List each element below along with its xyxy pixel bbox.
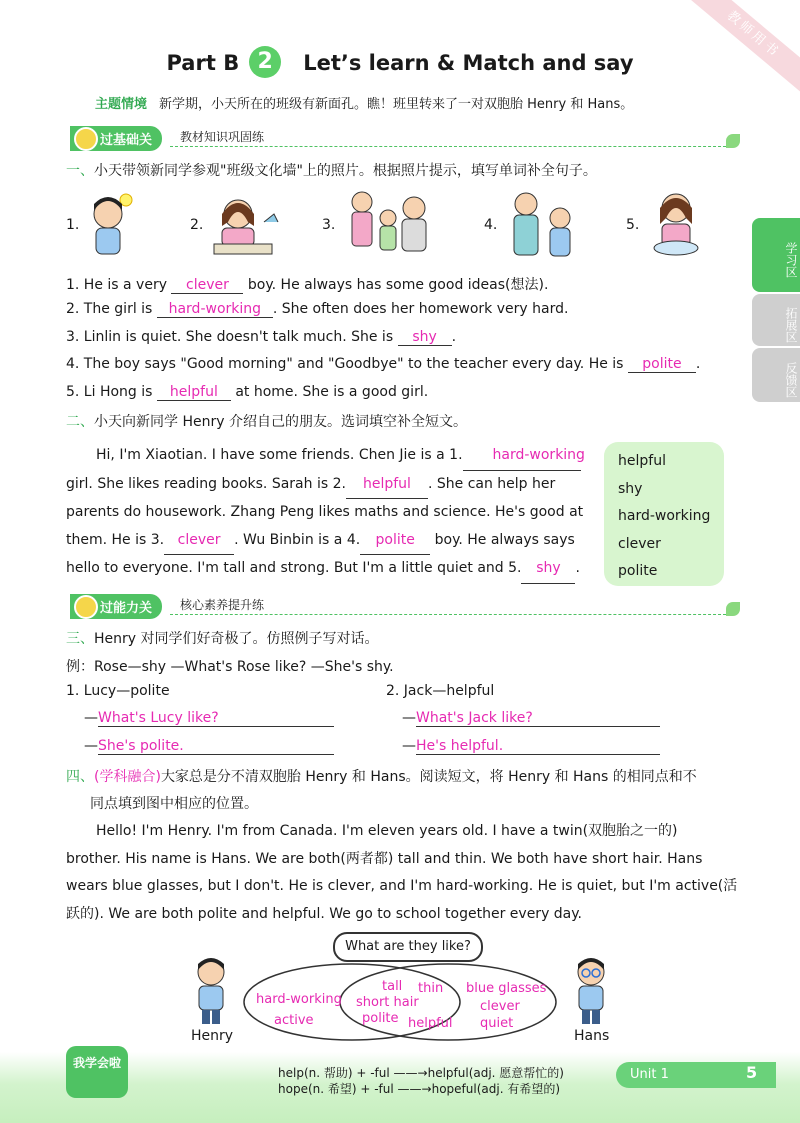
page-title: [0, 48, 800, 80]
sentence-text: 1. He is a very: [66, 277, 172, 293]
sidebar-tab-feedback[interactable]: 反馈区: [752, 348, 800, 402]
instruction-text: 小天向新同学 Henry 介绍自己的朋友。选词填空补全短文。: [94, 414, 467, 430]
theme-text: 新学期，小天所在的班级有新面孔。瞧！班里转来了一对双胞胎 Henry 和 Hans。: [159, 97, 634, 112]
title-part: Part B: [166, 51, 240, 75]
passage-text: girl. She likes reading books. Sarah is: [66, 475, 333, 492]
question-3-instruction: [66, 628, 379, 648]
blank-number: 4.: [346, 531, 361, 548]
figure-label-3: 3.: [322, 217, 336, 233]
footer-note-1: help(n. 帮助) + -ful ——→helpful(adj. 愿意帮忙的): [278, 1066, 564, 1080]
boy-with-lightbulb-illustration: [84, 190, 144, 260]
figure-label-5: 5.: [626, 217, 640, 233]
instruction-text: 小天带领新同学参观"班级文化墙"上的照片。根据照片提示，填写单词补全句子。: [94, 163, 597, 179]
page-number: 5: [746, 1063, 758, 1082]
both-item: thin: [418, 981, 444, 996]
blank-number: 1.: [449, 447, 463, 463]
henry-only-item: active: [274, 1013, 314, 1028]
girl-doing-homework-illustration: [208, 192, 288, 260]
speech-bubble: What are they like?: [333, 932, 483, 962]
word-bank-item: shy: [618, 480, 643, 497]
blank-number: 3.: [150, 531, 165, 548]
dash: —: [84, 710, 98, 726]
q3-prompt-2: 2. Jack—helpful: [386, 683, 495, 699]
leaf-icon: [726, 134, 740, 148]
answer-blank[interactable]: hard-working: [463, 442, 581, 471]
answer-line[interactable]: What's Jack like?: [416, 710, 660, 727]
q1-sentence-2: [66, 301, 568, 318]
sentence-text: 2. The girl is: [66, 301, 157, 317]
q2-passage: [66, 442, 586, 584]
sentence-text: .: [695, 356, 701, 372]
question-2-instruction: [66, 411, 467, 431]
section-subtitle: 教材知识巩固练: [180, 130, 265, 144]
q1-sentence-3: [66, 329, 456, 346]
henry-only-item: hard-working: [256, 992, 342, 1007]
footer-note-2: hope(n. 希望) + -ful ——→hopeful(adj. 有希望的): [278, 1082, 561, 1096]
section-badge: 过基础关: [70, 126, 162, 151]
both-item: helpful: [408, 1016, 453, 1031]
hans-only-item: blue glasses: [466, 981, 547, 996]
answer-blank[interactable]: shy: [521, 555, 575, 584]
hans-label: Hans: [574, 1028, 610, 1044]
figure-label-4: 4.: [484, 217, 498, 233]
passage-line: [66, 442, 586, 471]
leaf-icon: [726, 602, 740, 616]
theme-tag: 主题情境: [95, 97, 148, 112]
section-header-ability: [70, 592, 740, 618]
answer-line[interactable]: She's polite.: [98, 738, 334, 755]
passage-line: [66, 555, 586, 584]
question-tag: (学科融合): [94, 769, 161, 785]
footer-logo: 我学会啦: [66, 1046, 128, 1098]
question-4-instruction: [66, 766, 697, 786]
hans-illustration: [572, 956, 610, 1026]
passage-text: . She can help her: [427, 475, 556, 492]
sidebar-tab-expand[interactable]: 拓展区: [752, 294, 800, 346]
question-number: 四、: [66, 769, 94, 785]
question-number: 二、: [66, 414, 94, 430]
theme-line: [95, 93, 633, 112]
passage-line: wears blue glasses, but I don't. He is clever, and I'm hard-working. He is quiet, but I'm active(活: [66, 878, 738, 894]
sidebar-tab-study[interactable]: 学习区: [752, 218, 800, 292]
unit-label: Unit 1: [630, 1067, 669, 1082]
both-item: tall: [382, 979, 403, 994]
passage-text: Hi, I'm Xiaotian. I have some friends. Chen Jie is a: [96, 447, 450, 463]
q1-sentence-4: [66, 356, 700, 373]
sentence-text: 5. Li Hong is: [66, 384, 157, 400]
instruction-text: Henry 对同学们好奇极了。仿照例子写对话。: [94, 631, 379, 647]
boy-greeting-teacher-illustration: [506, 190, 586, 262]
passage-line: [66, 471, 586, 500]
question-1-instruction: [66, 160, 597, 180]
henry-label: Henry: [191, 1028, 234, 1044]
hans-only-item: quiet: [480, 1016, 514, 1031]
girl-washing-dishes-illustration: [648, 188, 708, 262]
passage-line: 跃的). We are both polite and helpful. We go to school together every day.: [66, 905, 583, 922]
word-bank-item: polite: [618, 563, 658, 580]
q3-answer-1-question: [84, 710, 334, 727]
divider: [170, 146, 726, 147]
hans-only-item: clever: [480, 999, 520, 1014]
passage-line: [66, 527, 586, 556]
dash: —: [402, 710, 416, 726]
passage-text: boy. He always says: [430, 531, 575, 548]
henry-illustration: [192, 956, 230, 1026]
q3-answer-2-question: [402, 710, 660, 727]
divider: [170, 614, 726, 615]
both-item: polite: [362, 1011, 399, 1026]
answer-line[interactable]: He's helpful.: [416, 738, 660, 755]
instruction-text: 大家总是分不清双胞胎 Henry 和 Hans。阅读短文，将 Henry 和 Hans 的相同点和不: [160, 769, 697, 785]
sentence-text: . She often does her homework very hard.: [272, 301, 569, 317]
answer-blank[interactable]: clever: [164, 527, 234, 556]
sentence-text: .: [451, 329, 457, 345]
q3-answer-2-reply: [402, 738, 660, 755]
blank-number: 2.: [332, 475, 346, 492]
word-bank-item: hard-working: [618, 508, 711, 525]
answer-blank[interactable]: shy: [398, 329, 452, 346]
both-item: short hair: [356, 995, 419, 1010]
figure-label-2: 2.: [190, 217, 204, 233]
passage-text: . Wu Binbin is a: [234, 531, 347, 548]
q3-answer-1-reply: [84, 738, 334, 755]
q3-example: 例：Rose—shy —What's Rose like? —She's shy.: [66, 659, 394, 675]
word-bank: [604, 442, 724, 586]
answer-blank[interactable]: helpful: [346, 471, 428, 500]
sentence-text: 4. The boy says "Good morning" and "Goodbye" to the teacher every day. He is: [66, 356, 628, 372]
family-group-illustration: [340, 188, 440, 262]
answer-line[interactable]: What's Lucy like?: [98, 710, 334, 727]
passage-text: parents do housework. Zhang Peng likes maths and science. He's good at: [66, 504, 584, 521]
sentence-text: boy. He always has some good ideas(想法).: [243, 277, 549, 293]
answer-blank[interactable]: clever: [171, 277, 243, 294]
word-bank-item: helpful: [618, 453, 666, 469]
q1-sentence-5: [66, 384, 428, 401]
dash: —: [84, 738, 98, 754]
watermark-ribbon: 教师用书: [680, 0, 800, 100]
question-number: 三、: [66, 631, 94, 647]
title-text: Let’s learn & Match and say: [303, 51, 634, 75]
figure-label-1: 1.: [66, 217, 80, 233]
passage-text: .: [575, 560, 580, 577]
dash: —: [402, 738, 416, 754]
q1-sentence-1: [66, 274, 548, 294]
passage-text: them. He is: [66, 531, 151, 548]
passage-line: Hello! I'm Henry. I'm from Canada. I'm eleven years old. I have a twin(双胞胎之一的): [96, 823, 678, 839]
section-subtitle: 核心素养提升练: [180, 598, 265, 612]
section-header-basic: [70, 124, 740, 150]
passage-text: hello to everyone. I'm tall and strong. But I'm a little quiet and: [66, 560, 509, 577]
q3-prompt-1: 1. Lucy—polite: [66, 683, 170, 699]
q4-passage: [66, 818, 736, 928]
passage-line: [66, 499, 586, 527]
sentence-text: at home. She is a good girl.: [230, 384, 429, 400]
answer-blank[interactable]: hard-working: [157, 301, 273, 318]
question-number: 一、: [66, 163, 94, 179]
answer-blank[interactable]: polite: [628, 356, 696, 373]
sentence-text: 3. Linlin is quiet. She doesn't talk much. She is: [66, 329, 398, 345]
question-4-instruction-cont: 同点填到图中相应的位置。: [90, 796, 258, 812]
title-number-badge: 2: [249, 46, 281, 78]
answer-blank[interactable]: helpful: [157, 384, 231, 401]
section-badge: 过能力关: [70, 594, 162, 619]
passage-line: brother. His name is Hans. We are both(两者都) tall and thin. We both have short hair. Hans: [66, 850, 703, 867]
word-bank-item: clever: [618, 535, 661, 552]
blank-number: 5.: [508, 560, 522, 577]
answer-blank[interactable]: polite: [360, 527, 430, 556]
